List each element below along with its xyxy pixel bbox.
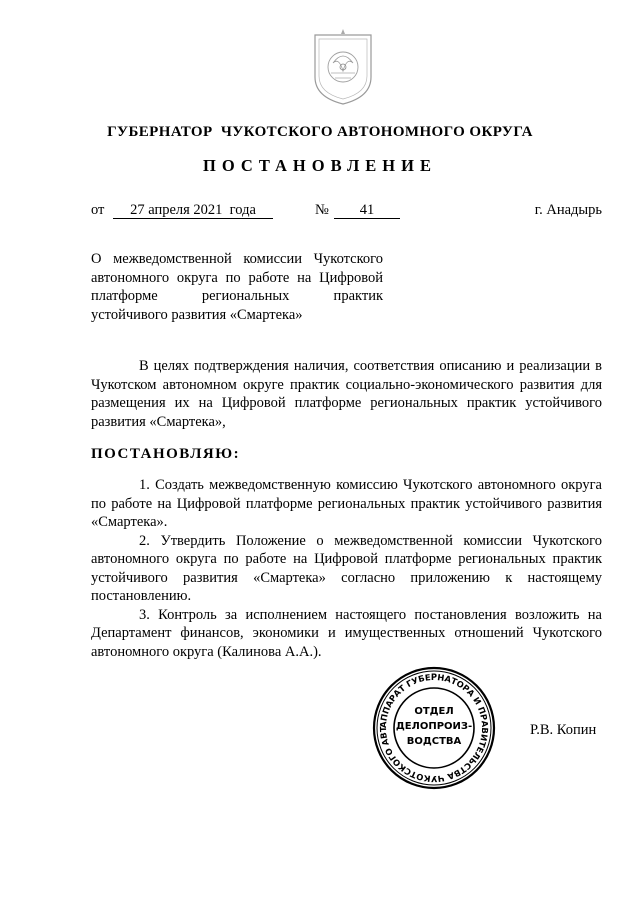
preamble: В целях подтверждения наличия, соответствия описанию и реализации в Чукотском автономном округе практик социально-экономического развития для размещения их на Цифровой платформе региональных практик устойчивого развития «Смартека», (91, 358, 602, 430)
from-label: от (91, 202, 105, 218)
document-date: 27 апреля 2021 года (113, 202, 273, 219)
document-meta (91, 202, 602, 220)
stamp-line: ДЕЛОПРОИЗ- (395, 721, 473, 732)
stamp-ring-text: АППАРАТ ГУБЕРНАТОРА И ПРАВИТЕЛЬСТВА ЧУКОТСКОГО АВТ (377, 671, 491, 785)
document-city: г. Анадырь (534, 202, 602, 218)
issuing-authority: ГУБЕРНАТОР ЧУКОТСКОГО АВТОНОМНОГО ОКРУГА (107, 124, 533, 140)
decree-items (91, 476, 602, 661)
subject-line: устойчивого развития «Смартека» (91, 306, 303, 323)
subject-line: платформе региональных практик (91, 288, 383, 304)
coat-of-arms-icon (307, 27, 379, 107)
stamp-line: ОТДЕЛ (414, 706, 454, 717)
document-subject (91, 250, 383, 324)
decree-item: 2. Утвердить Положение о межведомственной комиссии Чукотского автономного округа по работе на Цифровой платформе региональных практик устойчивого развития «Смартека» согласно приложению к настоящему постановлению. (91, 532, 602, 604)
signatory-name: Р.В. Копин (530, 722, 597, 738)
decree-item: 1. Создать межведомственную комиссию Чукотского автономного округа по работе на Цифровой платформе региональных практик устойчивого развития «Смартека». (91, 477, 602, 530)
subject-line: автономного округа по работе на Цифровой (91, 269, 383, 286)
office-stamp (371, 665, 497, 791)
number-label: № (315, 202, 329, 218)
document-type: ПОСТАНОВЛЕНИЕ (203, 156, 437, 175)
stamp-line: ВОДСТВА (406, 736, 462, 747)
preamble-block (91, 357, 602, 431)
decree-item: 3. Контроль за исполнением настоящего постановления возложить на Департамент финансов, экономики и имущественных отношений Чукотского автономного округа (Калинова А.А.). (91, 606, 602, 660)
document-number: 41 (334, 202, 400, 219)
decree-heading: ПОСТАНОВЛЯЮ: (91, 446, 241, 462)
subject-line: О межведомственной комиссии Чукотского (91, 251, 383, 267)
